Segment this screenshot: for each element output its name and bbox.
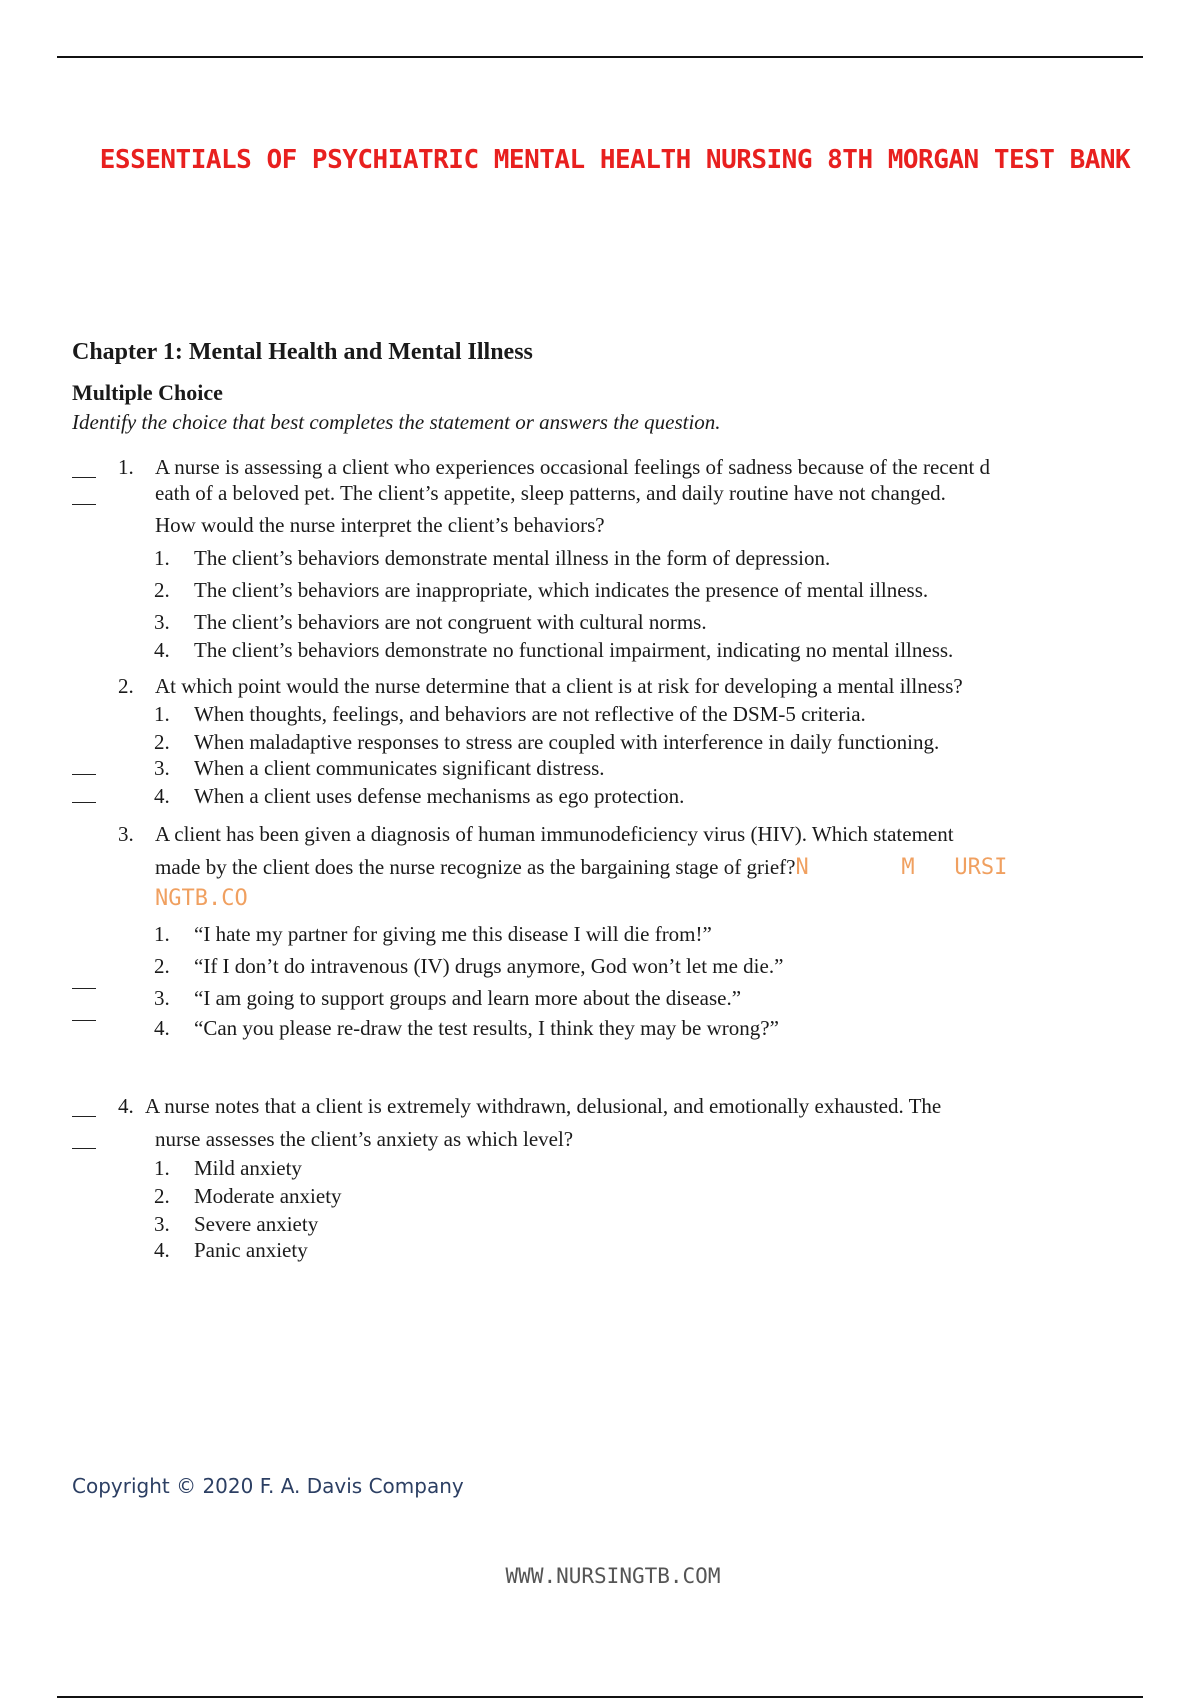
- footer-url[interactable]: WWW.NURSINGTB.COM: [505, 1564, 721, 1588]
- option-number: 4.: [154, 638, 170, 662]
- question-stem-line: At which point would the nurse determine that a client is at risk for developing a mental illness?: [155, 674, 963, 698]
- answer-option[interactable]: “If I don’t do intravenous (IV) drugs anymore, God won’t let me die.”: [194, 954, 784, 978]
- answer-option[interactable]: When thoughts, feelings, and behaviors are not reflective of the DSM-5 criteria.: [194, 702, 866, 726]
- question-stem-line: eath of a beloved pet. The client’s appetite, sleep patterns, and daily routine have not changed.: [155, 481, 946, 505]
- answer-option[interactable]: Severe anxiety: [194, 1212, 319, 1236]
- option-number: 3.: [154, 756, 170, 780]
- bottom-rule: [57, 1696, 1143, 1698]
- answer-option[interactable]: “Can you please re-draw the test results, I think they may be wrong?”: [194, 1016, 779, 1040]
- instructions: Identify the choice that best completes the statement or answers the question.: [72, 410, 721, 434]
- option-number: 4.: [154, 1238, 170, 1262]
- watermark-text: N M URSI: [795, 855, 1008, 880]
- question-stem-text: made by the client does the nurse recognize as the bargaining stage of grief?: [155, 855, 796, 879]
- answer-option[interactable]: When maladaptive responses to stress are coupled with interference in daily functioning.: [194, 730, 940, 754]
- question-number: 1.: [118, 455, 134, 479]
- answer-option[interactable]: When a client uses defense mechanisms as ego protection.: [194, 784, 685, 808]
- answer-blank-q3-a[interactable]: [72, 988, 96, 989]
- option-number: 1.: [154, 702, 170, 726]
- watermark-text: NGTB.CO: [155, 886, 248, 911]
- question-number: 2.: [118, 674, 134, 698]
- option-number: 1.: [154, 546, 170, 570]
- option-number: 2.: [154, 954, 170, 978]
- answer-option[interactable]: When a client communicates significant distress.: [194, 756, 605, 780]
- answer-blank-q1-b[interactable]: [72, 504, 96, 505]
- question-stem-line: nurse assesses the client’s anxiety as which level?: [155, 1127, 574, 1151]
- answer-blank-q2-b[interactable]: [72, 802, 96, 803]
- answer-option[interactable]: The client’s behaviors are inappropriate, which indicates the presence of mental illness.: [194, 578, 929, 602]
- answer-option[interactable]: “I hate my partner for giving me this disease I will die from!”: [194, 922, 712, 946]
- answer-blank-q1-a[interactable]: [72, 477, 96, 478]
- option-number: 3.: [154, 610, 170, 634]
- option-number: 4.: [154, 1016, 170, 1040]
- answer-blank-q4-a[interactable]: [72, 1116, 96, 1117]
- option-number: 4.: [154, 784, 170, 808]
- question-stem-line: A nurse notes that a client is extremely withdrawn, delusional, and emotionally exhausted. The: [145, 1094, 942, 1118]
- answer-option[interactable]: Mild anxiety: [194, 1156, 302, 1180]
- copyright-notice: Copyright © 2020 F. A. Davis Company: [72, 1474, 464, 1498]
- option-number: 2.: [154, 1184, 170, 1208]
- option-number: 1.: [154, 1156, 170, 1180]
- answer-blank-q4-b[interactable]: [72, 1148, 96, 1149]
- question-stem-line: A client has been given a diagnosis of human immunodeficiency virus (HIV). Which statement: [155, 822, 954, 846]
- option-number: 1.: [154, 922, 170, 946]
- option-number: 3.: [154, 986, 170, 1010]
- question-number: 3.: [118, 822, 134, 846]
- chapter-heading: Chapter 1: Mental Health and Mental Illness: [72, 339, 533, 365]
- answer-blank-q3-b[interactable]: [72, 1020, 96, 1021]
- question-stem-line: A nurse is assessing a client who experiences occasional feelings of sadness because of the recent d: [155, 455, 991, 479]
- top-rule: [57, 56, 1143, 58]
- option-number: 3.: [154, 1212, 170, 1236]
- answer-option[interactable]: Moderate anxiety: [194, 1184, 342, 1208]
- answer-option[interactable]: The client’s behaviors are not congruent with cultural norms.: [194, 610, 707, 634]
- answer-blank-q2-a[interactable]: [72, 774, 96, 775]
- section-heading: Multiple Choice: [72, 380, 223, 405]
- answer-option[interactable]: The client’s behaviors demonstrate no functional impairment, indicating no mental illness.: [194, 638, 954, 662]
- question-stem-line: [155, 855, 1007, 880]
- answer-option[interactable]: “I am going to support groups and learn more about the disease.”: [194, 986, 742, 1010]
- answer-option[interactable]: The client’s behaviors demonstrate mental illness in the form of depression.: [194, 546, 831, 570]
- question-stem-line: How would the nurse interpret the client’s behaviors?: [155, 513, 605, 537]
- option-number: 2.: [154, 730, 170, 754]
- question-number: 4.: [118, 1094, 134, 1118]
- option-number: 2.: [154, 578, 170, 602]
- document-title: ESSENTIALS OF PSYCHIATRIC MENTAL HEALTH NURSING 8TH MORGAN TEST BANK: [99, 145, 1131, 175]
- answer-option[interactable]: Panic anxiety: [194, 1238, 308, 1262]
